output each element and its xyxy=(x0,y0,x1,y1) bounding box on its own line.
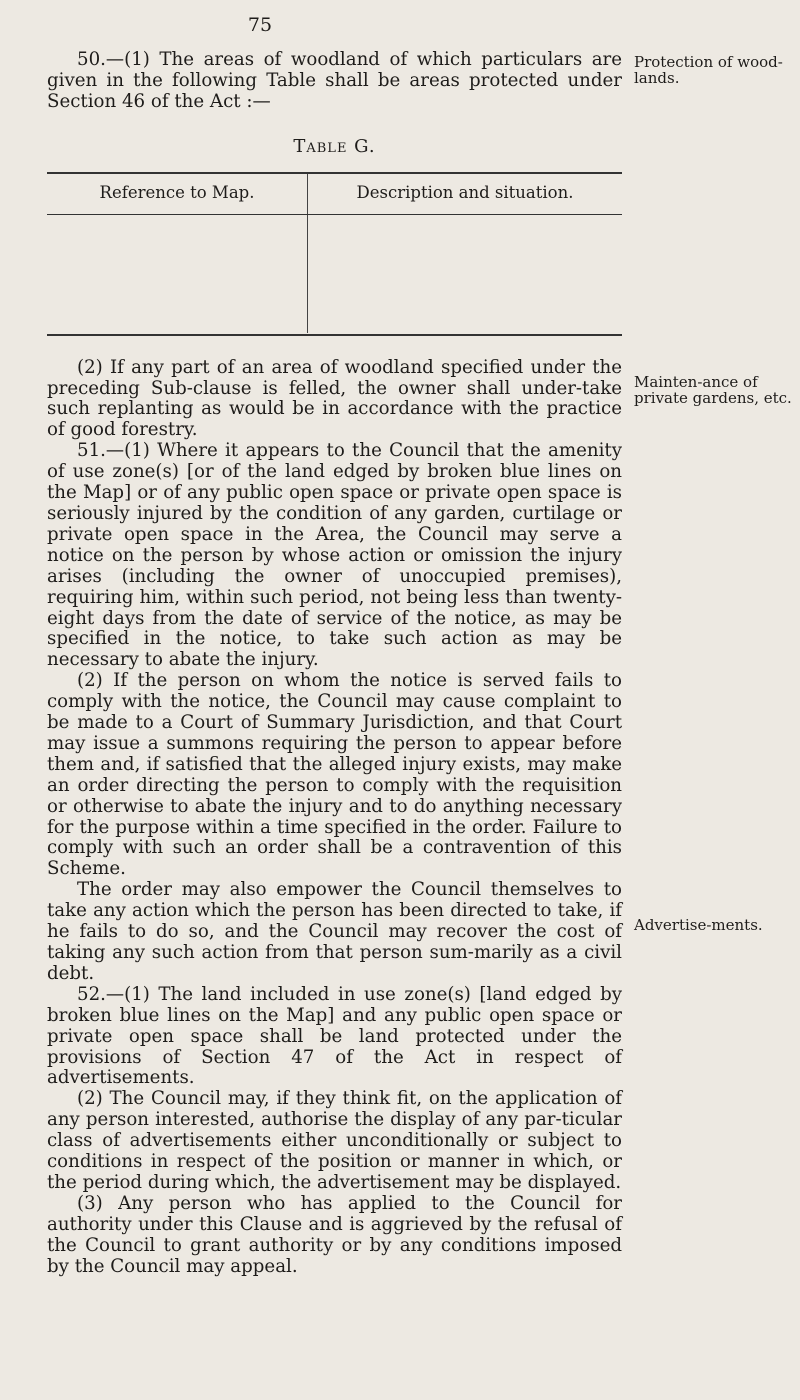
table-body-row xyxy=(47,215,622,333)
margin-note-gardens: Mainten-ance of private gardens, etc. xyxy=(634,373,792,407)
clause-51-1: 51.—(1) Where it appears to the Council that the amenity of use zone(s) [or of the land edged by broken blue lines on the Map] or of any public open space or private open space is seriously injured by the condition of any garden, curtilage or private open space in the Area, the Council may serve a notice on the person by whose action or omission the injury arises (including the owner of unoccupied premises), requiring him, within such period, not being less than twenty-eight days from the date of service of the notice, as may be specified in the notice, to take such action as may be necessary to abate the injury. xyxy=(47,440,622,671)
woodland-table xyxy=(47,172,622,336)
clause-52-3: (3) Any person who has applied to the Council for authority under this Clause and is aggrieved by the refusal of the Council to grant authority or by any conditions imposed by the Council may appeal. xyxy=(47,1192,622,1277)
header-description: Description and situation. xyxy=(356,183,574,203)
header-reference: Reference to Map. xyxy=(47,174,308,214)
clause-51-order: The order may also empower the Council themselves to take any action which the person has been directed to take, if he fails to do so, and the Council may recover the cost of taking any such action from that person sum-marily as a civil debt. xyxy=(47,879,622,984)
clause-52-2: (2) The Council may, if they think fit, on the application of any person interested, authorise the display of any par-ticular class of advertisements either unconditionally or subject to conditions in respect of the position or manner in which, or the period during which, the advertisement may be displayed. xyxy=(47,1088,622,1193)
clause-51-2: (2) If the person on whom the notice is served fails to comply with the notice, the Council may cause complaint to be made to a Court of Summary Jurisdiction, and that Court may issue a summons requiring the person to appear before them and, if satisfied that the alleged injury exists, may make an order directing the person to comply with the requisition or otherwise to abate the injury and to do anything necessary for the purpose within a time specified in the order. Failure to comply with such an order shall be a contravention of this Scheme. xyxy=(47,670,622,880)
clause-50-1: 50.—(1) The areas of woodland of which particulars are given in the following Table shall be areas protected under Section 46 of the Act :— xyxy=(47,49,622,112)
table-header-row xyxy=(47,174,622,215)
cell-reference-empty xyxy=(47,215,308,333)
body-text xyxy=(47,50,622,1278)
page-number: 75 xyxy=(247,14,273,36)
table-title: Table G. xyxy=(293,135,376,157)
margin-note-advertisements: Advertise-ments. xyxy=(634,916,763,934)
cell-description-empty xyxy=(308,215,622,333)
margin-note-woodlands: Protection of wood-lands. xyxy=(634,53,783,87)
clause-52-1: 52.—(1) The land included in use zone(s) [land edged by broken blue lines on the Map] and any public open space or private open space shall be land protected under the provisions of Section 47 of the Act in respect of advertisements. xyxy=(47,983,622,1089)
clause-50-2: (2) If any part of an area of woodland specified under the preceding Sub-clause is felled, the owner shall under-take such replanting as would be in accordance with the practice of good forestry. xyxy=(47,356,622,441)
